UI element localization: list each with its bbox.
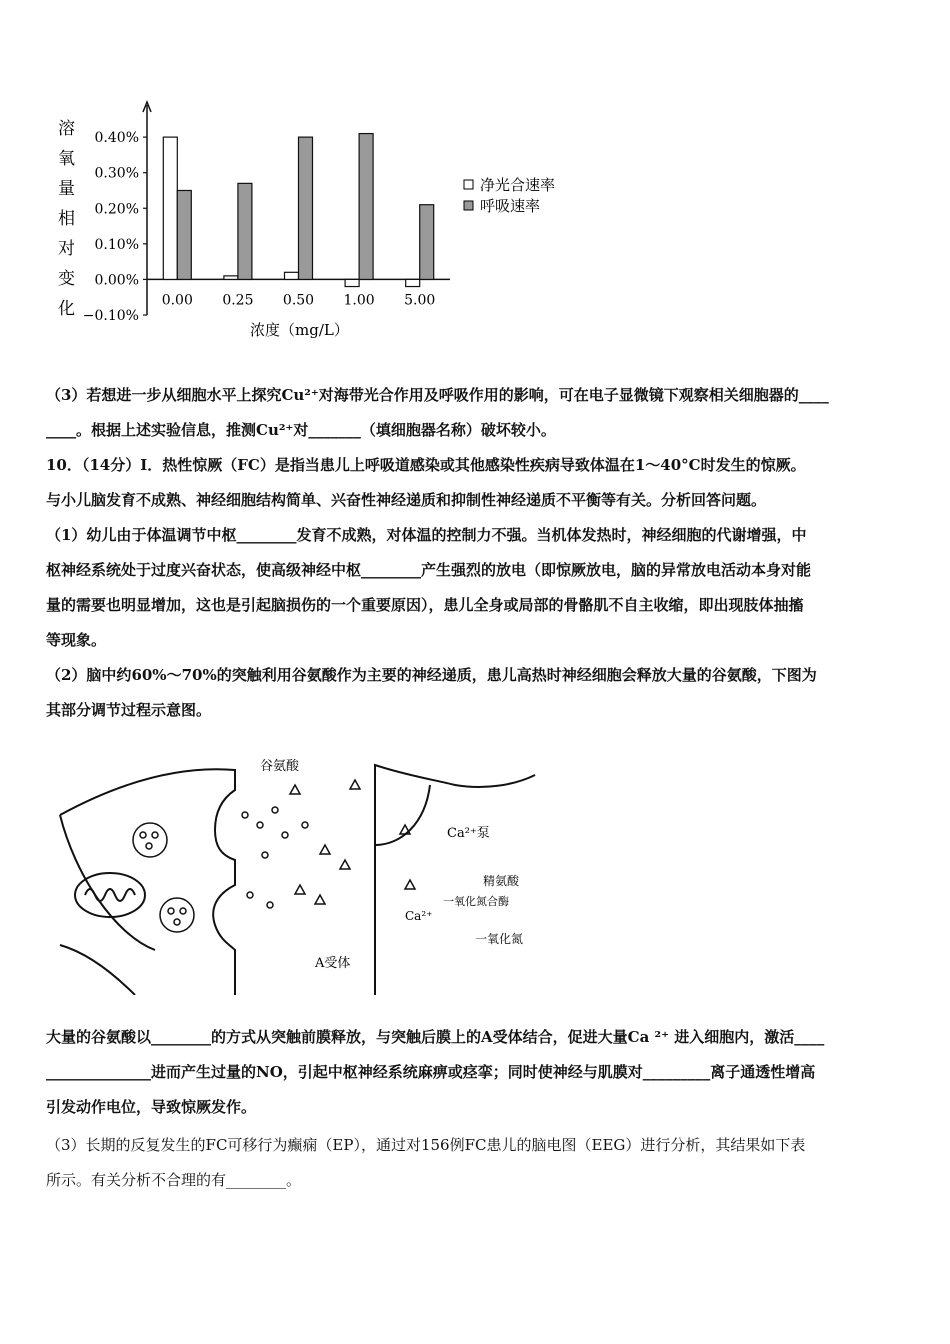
p3-line1: 大量的谷氨酸以________的方式从突触前膜释放，与突触后膜上的A受体结合，促进大量Ca ²⁺ 进入细胞内，激活____ xyxy=(46,1028,825,1046)
question-2-fill xyxy=(46,1020,906,1125)
legend-label-net: 净光合速率 xyxy=(480,176,556,194)
svg-text:变: 变 xyxy=(58,269,75,289)
svg-text:对: 对 xyxy=(58,239,75,259)
x-tick-label: 1.00 xyxy=(343,292,375,309)
label-arginine: 精氨酸 xyxy=(483,874,520,888)
bar-1-2 xyxy=(299,137,313,279)
bar-1-4 xyxy=(420,205,434,280)
p1-line3: 量的需要也明显增加，这也是引起脑损伤的一个重要原因），患儿全身或局部的骨骼肌不自主收缩，即出现肢体抽搐 xyxy=(46,596,804,614)
presynaptic-lower xyxy=(60,945,135,995)
legend xyxy=(464,176,555,215)
legend-swatch-resp xyxy=(464,201,473,210)
svg-text:溶: 溶 xyxy=(58,119,75,139)
x-tick-label: 0.25 xyxy=(222,292,254,309)
q10-line2: 与小儿脑发育不成熟、神经细胞结构简单、兴奋性神经递质和抑制性神经递质不平衡等有关。分析回答问题。 xyxy=(46,491,767,509)
x-tick-label: 5.00 xyxy=(404,292,436,309)
bar-0-3 xyxy=(345,279,359,286)
question-3-part xyxy=(46,378,906,728)
p2-line2: 其部分调节过程示意图。 xyxy=(46,701,212,719)
p1-line1: （1）幼儿由于体温调节中枢________发育不成熟，对体温的控制力不强。当机体发热时，神经细胞的代谢增强，中 xyxy=(46,526,807,544)
y-tick-label: 0.30% xyxy=(94,165,139,182)
p1-line2: 枢神经系统处于过度兴奋状态，使高级神经中枢________产生强烈的放电（即惊厥放电，脑的异常放电活动本身对能 xyxy=(46,561,812,579)
y-tick-label: 0.40% xyxy=(94,130,139,147)
legend-swatch-net xyxy=(464,180,473,189)
p3-line2: ______________进而产生过量的NO，引起中枢神经系统麻痹或痉挛；同时使神经与肌膜对_________离子通透性增高 xyxy=(46,1063,816,1081)
label-glutamate: 谷氨酸 xyxy=(260,759,300,774)
p4-line2: 所示。有关分析不合理的有________。 xyxy=(46,1171,302,1189)
bar-1-0 xyxy=(177,190,191,279)
svg-text:量: 量 xyxy=(58,179,75,199)
x-tick-label: 0.50 xyxy=(282,292,315,309)
glutamate-triangles xyxy=(290,780,415,904)
x-tick-label: 0.00 xyxy=(161,292,193,309)
p1-line4: 等现象。 xyxy=(46,631,107,649)
synapse-diagram xyxy=(55,745,545,995)
p2-line1: （2）脑中约60%～70%的突触利用谷氨酸作为主要的神经递质，患儿高热时神经细胞会释放大量的谷氨酸，下图为 xyxy=(46,666,817,684)
x-axis-label: 浓度（mg/L） xyxy=(250,321,349,339)
legend-label-resp: 呼吸速率 xyxy=(480,197,541,215)
y-tick-label: 0.20% xyxy=(94,201,139,218)
q3-line2: ____。根据上述实验信息，推测Cu²⁺对_______（填细胞器名称）破坏较小。 xyxy=(46,421,556,439)
bar-1-3 xyxy=(359,134,373,280)
bar-0-1 xyxy=(224,276,238,280)
y-axis-label xyxy=(58,119,75,319)
label-ca-ion: Ca²⁺ xyxy=(405,909,433,923)
svg-text:相: 相 xyxy=(58,209,75,229)
vesicles xyxy=(133,807,308,932)
bar-0-0 xyxy=(163,137,177,279)
bar-0-2 xyxy=(285,272,299,279)
bar-0-4 xyxy=(406,279,420,286)
label-ca-pump: Ca²⁺泵 xyxy=(447,826,490,841)
y-tick-label: −0.10% xyxy=(82,308,139,324)
label-no: 一氧化氮 xyxy=(475,932,524,946)
bar-1-1 xyxy=(238,183,252,279)
svg-text:氧: 氧 xyxy=(58,149,75,169)
y-tick-label: 0.00% xyxy=(94,272,139,289)
p3-line3: 引发动作电位，导致惊厥发作。 xyxy=(46,1098,257,1116)
p4-line1: （3）长期的反复发生的FC可移行为癫痫（EP），通过对156例FC患儿的脑电图（EEG）进行分析，其结果如下表 xyxy=(46,1136,806,1154)
bar-chart xyxy=(40,90,600,350)
mitochondrion xyxy=(75,873,145,917)
label-nos: 一氧化氮合酶 xyxy=(443,895,509,908)
svg-text:化: 化 xyxy=(58,299,75,319)
q3-line1: （3）若想进一步从细胞水平上探究Cu²⁺对海带光合作用及呼吸作用的影响，可在电子显微镜下观察相关细胞器的____ xyxy=(46,386,829,404)
label-a-receptor: A受体 xyxy=(315,956,351,971)
question-3-section xyxy=(46,1128,906,1198)
y-tick-label: 0.10% xyxy=(94,236,139,253)
q10-line1: 10．（14分）Ⅰ．热性惊厥（FC）是指当患儿上呼吸道感染或其他感染性疾病导致体温在1～40°C时发生的惊厥。 xyxy=(46,456,806,474)
